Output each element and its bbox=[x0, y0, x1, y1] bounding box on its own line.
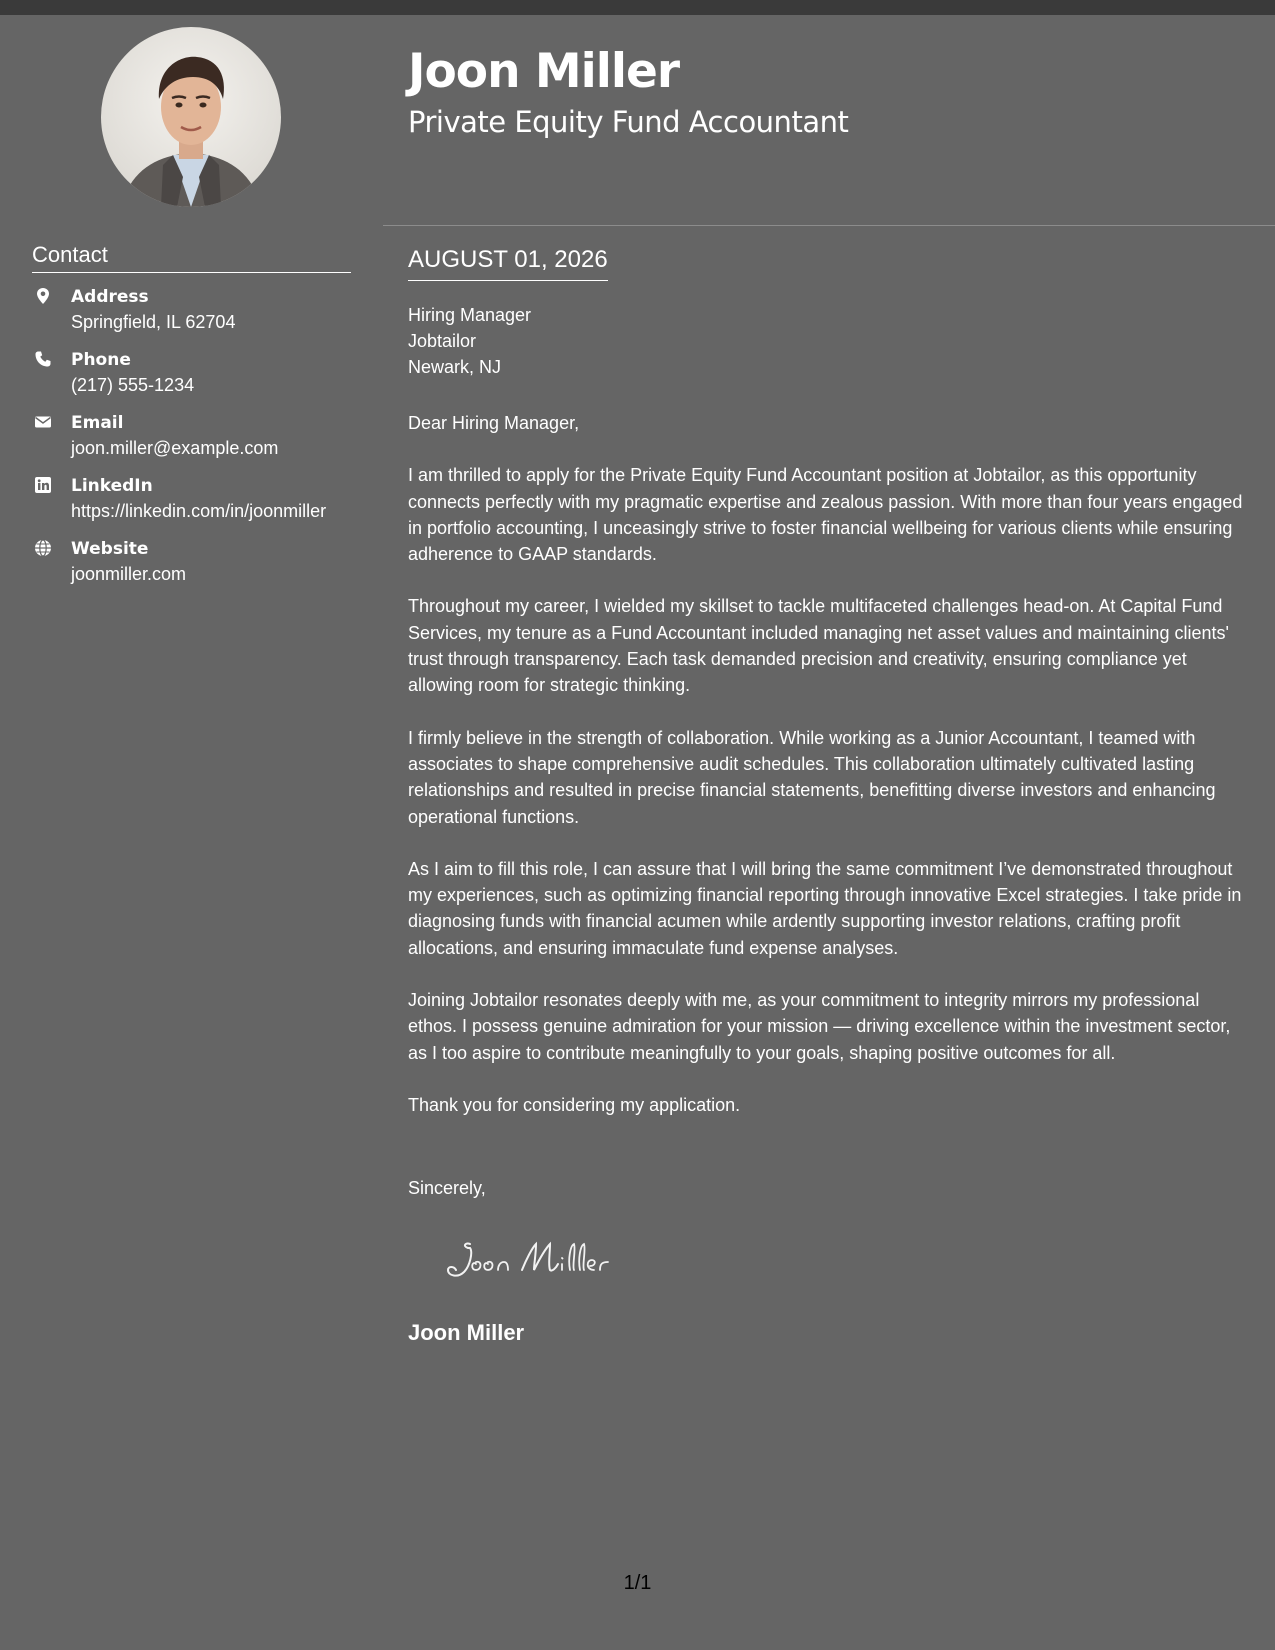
letter-paragraph: Throughout my career, I wielded my skillset to tackle multifaceted challenges head-on. At Capital Fund Services, my tenure as a Fund Accountant included managing net asset values and maintaining clients' trust through transparency. Each task demanded precision and creativity, ensuring compliance yet allowing room for strategic thinking. bbox=[408, 596, 1229, 696]
contact-heading: Contact bbox=[32, 240, 351, 273]
contact-item-email bbox=[32, 410, 352, 460]
contact-label: LinkedIn bbox=[71, 476, 153, 496]
contact-value: (217) 555-1234 bbox=[71, 375, 195, 395]
letter-paragraph: Thank you for considering my application. bbox=[408, 1094, 741, 1115]
profile-photo-illustration bbox=[101, 27, 281, 207]
top-bar bbox=[0, 0, 1275, 15]
contact-value: joonmiller.com bbox=[71, 564, 187, 584]
letter-paragraph: I am thrilled to apply for the Private Equity Fund Accountant position at Jobtailor, as this opportunity connects perfectly with my pragmatic expertise and zealous passion. With more than four years engaged in portfolio accounting, I unceasingly strive to foster financial wellbeing for various clients while ensuring adherence to GAAP standards. bbox=[408, 465, 1243, 565]
recipient-line: Newark, NJ bbox=[408, 357, 502, 377]
candidate-name: Joon Miller bbox=[408, 44, 680, 99]
header-divider bbox=[383, 225, 1275, 226]
letter-body bbox=[408, 410, 1250, 1144]
job-title: Private Equity Fund Accountant bbox=[408, 105, 849, 139]
letter-paragraph: Joining Jobtailor resonates deeply with me, as your commitment to integrity mirrors my professional ethos. I possess genuine admiration for your mission — driving excellence within the investment sector, as I too aspire to contribute meaningfully to your goals, shaping positive outcomes for all. bbox=[408, 990, 1231, 1063]
signer-name: Joon Miller bbox=[408, 1320, 525, 1345]
signature-image bbox=[440, 1230, 640, 1290]
envelope-icon bbox=[34, 413, 52, 431]
contact-label: Phone bbox=[71, 350, 131, 370]
linkedin-icon bbox=[34, 476, 52, 494]
letter-paragraph: I firmly believe in the strength of collaboration. While working as a Junior Accountant, I teamed with associates to shape comprehensive audit schedules. This collaboration ultimately cultivated lasting relationships and resulted in precise financial statements, benefitting diverse investors and enhancing operational functions. bbox=[408, 727, 1216, 827]
location-pin-icon bbox=[34, 287, 52, 305]
globe-icon bbox=[34, 539, 52, 557]
recipient-block bbox=[408, 302, 531, 380]
recipient-line: Jobtailor bbox=[408, 331, 477, 351]
contact-value: https://linkedin.com/in/joonmiller bbox=[71, 501, 327, 521]
contact-label: Website bbox=[71, 539, 149, 559]
contact-list bbox=[32, 284, 352, 599]
profile-photo bbox=[101, 27, 281, 207]
contact-label: Email bbox=[71, 413, 124, 433]
contact-value: Springfield, IL 62704 bbox=[71, 312, 236, 332]
page-number: 1/1 bbox=[623, 1572, 652, 1594]
letter-date: AUGUST 01, 2026 bbox=[408, 244, 608, 281]
contact-item-linkedin bbox=[32, 473, 352, 523]
recipient-line: Hiring Manager bbox=[408, 305, 532, 325]
phone-icon bbox=[34, 350, 52, 368]
contact-item-website bbox=[32, 536, 352, 586]
salutation: Dear Hiring Manager, bbox=[408, 413, 580, 433]
contact-item-address bbox=[32, 284, 352, 334]
contact-value: joon.miller@example.com bbox=[71, 438, 279, 458]
contact-item-phone bbox=[32, 347, 352, 397]
letter-paragraph: As I aim to fill this role, I can assure that I will bring the same commitment I’ve demonstrated throughout my experiences, such as optimizing financial reporting through innovative Excel strategies. I take pride in diagnosing funds with financial acumen while ardently supporting investor relations, crafting profit allocations, and ensuring immaculate fund expense analyses. bbox=[408, 858, 1242, 958]
contact-label: Address bbox=[71, 287, 149, 307]
closing: Sincerely, bbox=[408, 1178, 486, 1198]
